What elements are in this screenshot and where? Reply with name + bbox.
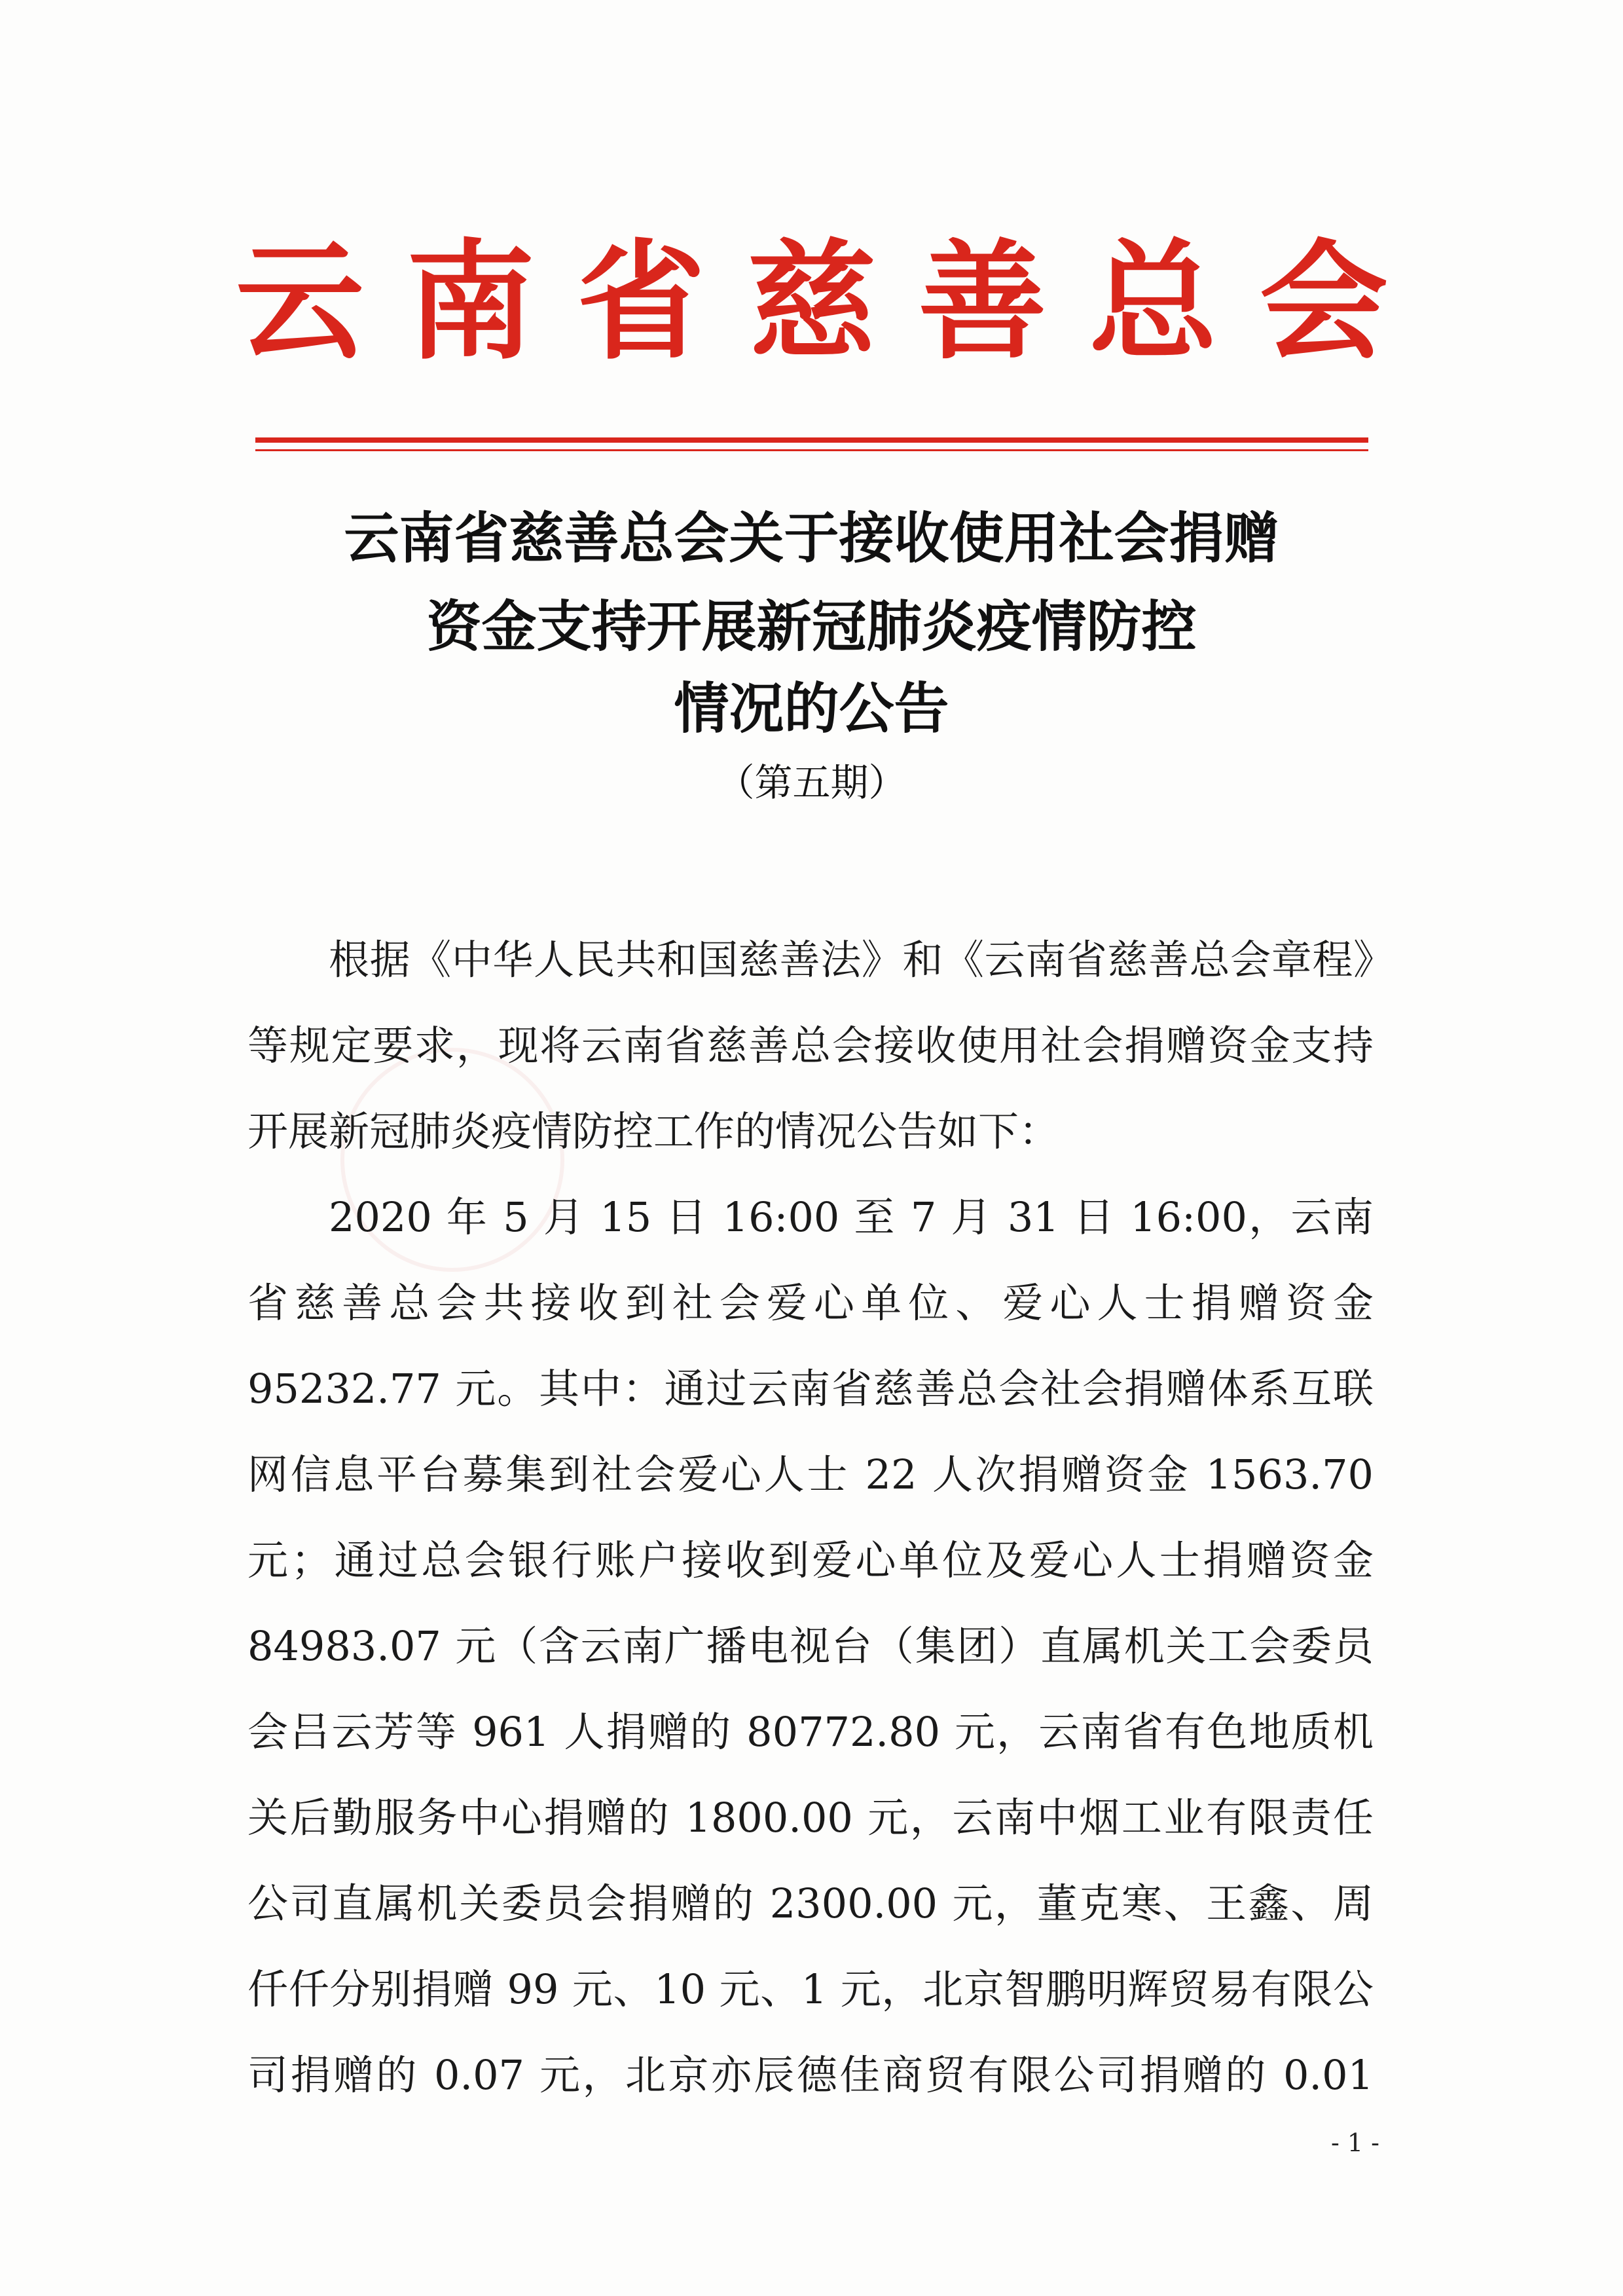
masthead-char: 南 — [406, 227, 535, 377]
issue-number: （第五期） — [716, 760, 907, 805]
masthead-char: 会 — [1259, 227, 1388, 377]
masthead-title — [236, 216, 1388, 377]
masthead-char: 总 — [1089, 227, 1218, 377]
document-title-line-3: 情况的公告 — [674, 676, 949, 741]
masthead-char: 省 — [577, 227, 706, 377]
page-number: - 1 - — [1330, 2128, 1379, 2157]
masthead-char: 善 — [918, 227, 1047, 377]
document-title-line-2: 资金支持开展新冠肺炎疫情防控 — [426, 595, 1197, 659]
masthead-divider-thin — [255, 449, 1368, 451]
body-paragraph: 根据《中华人民共和国慈善法》和《云南省慈善总会章程》等规定要求，现将云南省慈善总会接收使用社会捐赠资金支持开展新冠肺炎疫情防控工作的情况公告如下： — [247, 936, 1374, 1155]
masthead-char: 慈 — [747, 227, 876, 377]
masthead-divider-thick — [255, 437, 1368, 443]
masthead-char: 云 — [236, 227, 365, 377]
document-body — [247, 917, 1374, 2118]
document-title-line-1: 云南省慈善总会关于接收使用社会捐赠 — [344, 506, 1279, 570]
body-paragraph: 2020 年 5 月 15 日 16:00 至 7 月 31 日 16:00，云南省慈善总会共接收到社会爱心单位、爱心人士捐赠资金 95232.77 元。其中：通过云南省慈善总会社会捐赠体系互联网信息平台募集到社会爱心人士 22 人次捐赠资金 1563.70 元；通过总会银行账户接收到爱心单位及爱心人士捐赠资金 84983.07 元（含云南广播电视台（集团）直属机关工会委员会吕云芳等 961 人捐赠的 80772.80 元，云南省有色地质机关后勤服务中心捐赠的 1800.00 元，云南中烟工业有限责任公司直属机关委员会捐赠的 2300.00 元，董克寒、王鑫、周仟仟分别捐赠 99 元、10 元、1 元，北京智鹏明辉贸易有限公司捐赠的 0.07 元，北京亦辰德佳商贸有限公司捐赠的 0.01 — [247, 1193, 1374, 2099]
